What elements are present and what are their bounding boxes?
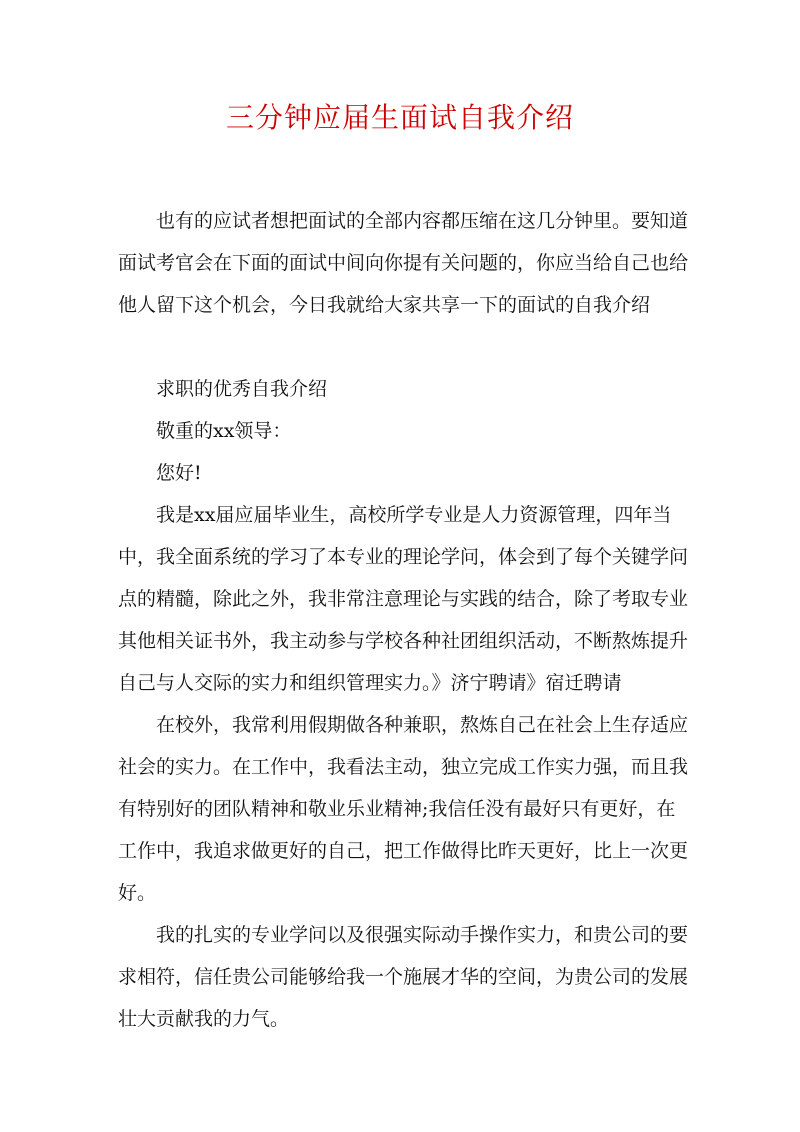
body-paragraph-3: 我的扎实的专业学问以及很强实际动手操作实力，和贵公司的要求相符，信任贵公司能够给我一个施展才华的空间，为贵公司的发展壮大贡献我的力气。 — [118, 924, 689, 1030]
salutation: 敬重的xx领导： — [156, 420, 292, 442]
body-paragraph-2: 在校外，我常利用假期做各种兼职，熬炼自己在社会上生存适应社会的实力。在工作中，我看法主动，独立完成工作实力强，而且我有特别好的团队精神和敬业乐业精神;我信任没有最好只有更好，在工作中，我追求做更好的自己，把工作做得比昨天更好，比上一次更好。 — [118, 714, 689, 904]
intro-paragraph: 也有的应试者想把面试的全部内容都压缩在这几分钟里。要知道面试考官会在下面的面试中间向你提有关问题的，你应当给自己也给他人留下这个机会，今日我就给大家共享一下的面试的自我介绍 — [118, 210, 689, 316]
section-heading: 求职的优秀自我介绍 — [156, 378, 328, 400]
greeting: 您好! — [156, 462, 202, 484]
document-body — [118, 200, 688, 1040]
body-paragraph-1: 我是xx届应届毕业生，高校所学专业是人力资源管理，四年当中，我全面系统的学习了本专业的理论学问，体会到了每个关键学问点的精髓，除此之外，我非常注意理论与实践的结合，除了考取专业其他相关证书外，我主动参与学校各种社团组织活动，不断熬炼提升自己与人交际的实力和组织管理实力。》济宁聘请》宿迁聘请 — [118, 504, 689, 694]
document-title: 三分钟应届生面试自我介绍 — [225, 101, 574, 134]
